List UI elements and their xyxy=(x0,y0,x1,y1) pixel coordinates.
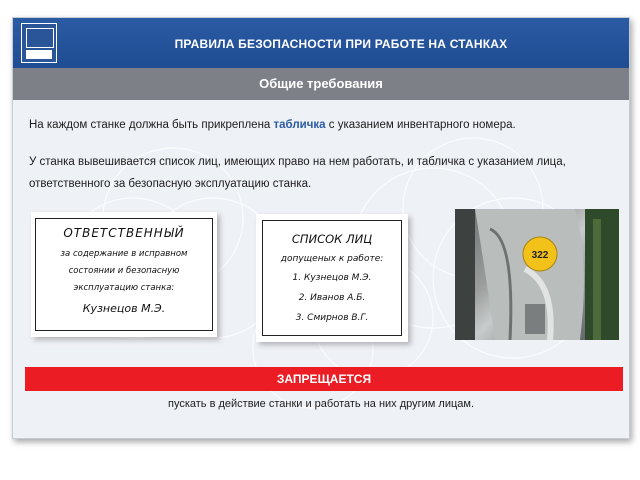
sign-responsible-line: эксплуатацию станка: xyxy=(73,283,175,293)
machine-photo xyxy=(455,209,619,340)
logo-icon xyxy=(21,23,57,63)
page-title: ПРАВИЛА БЕЗОПАСНОСТИ ПРИ РАБОТЕ НА СТАНКАХ xyxy=(174,37,508,51)
header-bar xyxy=(13,18,629,68)
sign-responsible-title: ОТВЕТСТВЕННЫЙ xyxy=(63,226,185,240)
sign-list-of-persons xyxy=(256,214,408,342)
prohibition-text: пускать в действие станки и работать на них другим лицам. xyxy=(167,398,475,410)
section-title: Общие требования xyxy=(13,68,629,100)
sign-responsible-name: Кузнецов М.Э. xyxy=(82,302,166,315)
paragraph1-after: с указанием инвентарного номера. xyxy=(325,119,516,131)
paragraph-list-of-persons: У станка вывешивается список лиц, имеющих право на нем работать, и табличка с указанием лица, ответственного за безопасную эксплуатацию станка. xyxy=(29,156,566,190)
sign-list-title: СПИСОК ЛИЦ xyxy=(291,232,373,246)
sign-list-item: 1. Кузнецов М.Э. xyxy=(292,273,372,283)
sign-list-subtitle: допущеных к работе: xyxy=(280,254,384,264)
paragraph1-before: На каждом станке должна быть прикреплена xyxy=(29,119,274,131)
sign-responsible-line: за содержание в исправном xyxy=(60,249,188,259)
prohibition-banner: ЗАПРЕЩАЕТСЯ xyxy=(25,367,623,391)
paragraph-inventory-plate xyxy=(29,114,619,136)
sign-responsible-line: состоянии и безопасную xyxy=(68,266,180,276)
slide xyxy=(12,17,630,439)
sign-list-item: 2. Иванов А.Б. xyxy=(298,293,366,303)
sign-responsible xyxy=(31,212,217,337)
tag-number: 322 xyxy=(531,250,549,261)
sign-list-item: 3. Смирнов В.Г. xyxy=(295,313,369,323)
highlight-link-plate[interactable]: табличка xyxy=(273,119,326,131)
